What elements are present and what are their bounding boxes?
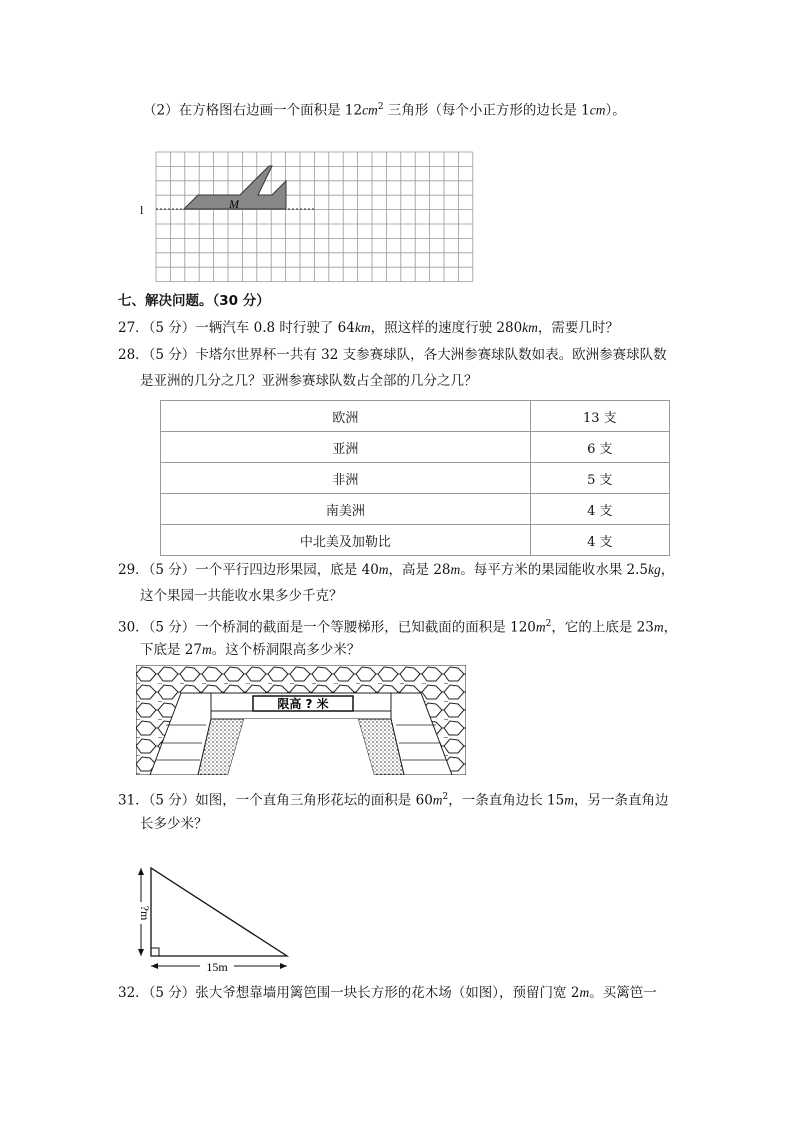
q29-line2: 这个果园一共能收水果多少千克？ [140,588,343,604]
table-cell: 欧洲 [161,401,531,432]
table-row [161,401,670,432]
table-cell: 亚洲 [161,432,531,463]
q2-text: （2）在方格图右边画一个面积是 $12cm^2$ 三角形（每个小正方形的边长是 1cm）。 [143,102,626,119]
label-m: M [229,197,239,211]
right-triangle [151,868,287,956]
q32-line1: 32．（5 分）张大爷想靠墙用篱笆围一块长方形的花木场（如图），预留门宽 2m。买篱笆一 [118,985,657,1001]
q27-text: 27．（5 分）一辆汽车 0.8 时行驶了 64km，照这样的速度行驶 280km，需要几时？ [118,320,619,336]
triangle-figure [134,860,304,980]
q30-line2: 下底是 27m。这个桥洞限高多少米？ [140,642,361,658]
table-row [161,494,670,525]
table-cell: 4 支 [530,494,669,525]
height-limit-sign: 限高 ? 米 [277,697,329,711]
q28-line2: 是亚洲的几分之几？亚洲参赛球队数占全部的几分之几？ [140,373,478,389]
table-cell: 非洲 [161,463,531,494]
grid-figure [140,148,480,288]
table-cell: 5 支 [530,463,669,494]
label-l: l [140,203,144,217]
side-label: ?m [138,905,152,921]
teams-table [160,400,670,556]
base-label: 15m [206,960,228,974]
table-row [161,525,670,556]
q28-line1: 28．（5 分）卡塔尔世界杯一共有 32 支参赛球队，各大洲参赛球队数如表。欧洲参赛球队数 [118,347,667,363]
table-cell: 6 支 [530,432,669,463]
table-cell: 13 支 [530,401,669,432]
bridge-figure [136,665,466,775]
q29-line1: 29．（5 分）一个平行四边形果园，底是 40m，高是 28m。每平方米的果园能收水果 2.5kg， [118,562,675,578]
table-cell: 中北美及加勒比 [161,525,531,556]
table-row [161,463,670,494]
q31-line2: 长多少米？ [140,816,208,832]
table-cell: 南美洲 [161,494,531,525]
q30-line1: 30．（5 分）一个桥洞的截面是一个等腰梯形，已知截面的面积是 $120m^2$，它的上底是 23m， [118,619,678,636]
q31-line1: 31．（5 分）如图，一个直角三角形花坛的面积是 $60m^2$，一条直角边长 15m，另一条直角边 [118,792,669,809]
table-row [161,432,670,463]
table-cell: 4 支 [530,525,669,556]
section-title: 七、解决问题。（30 分） [118,293,270,309]
